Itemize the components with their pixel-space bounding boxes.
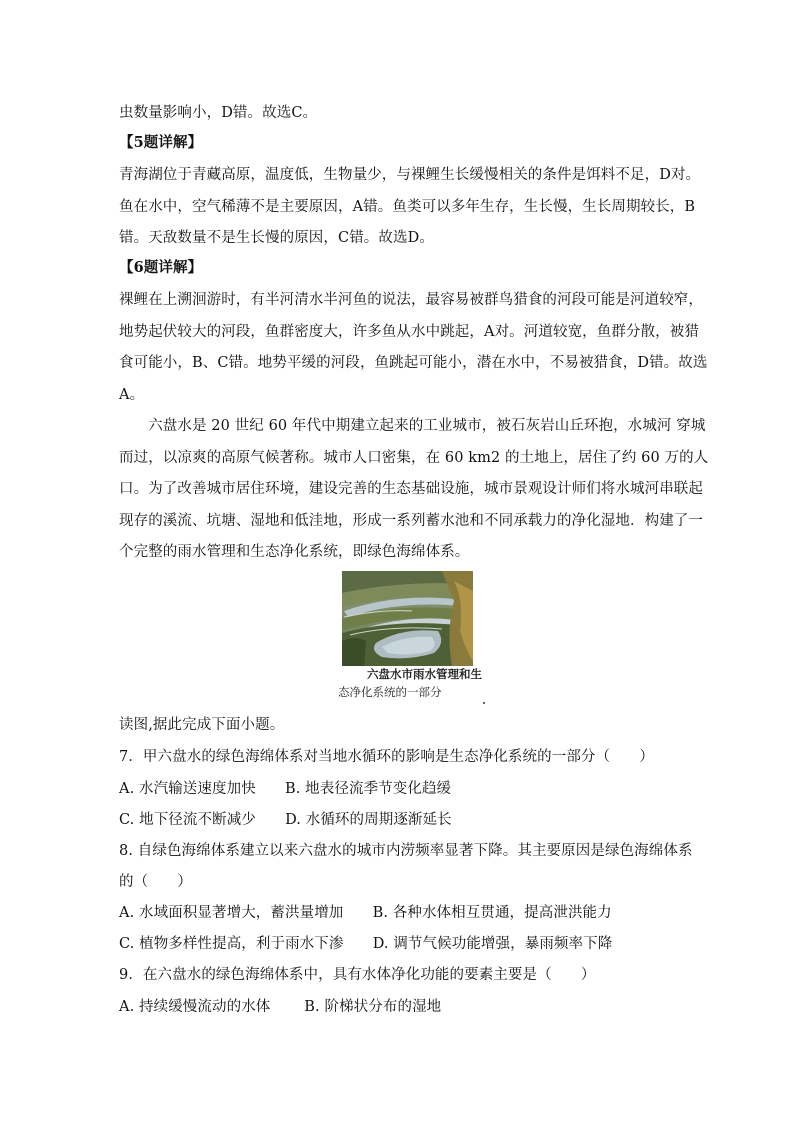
question-7: 7．甲六盘水的绿色海绵体系对当地水循环的影响是生态净化系统的一部分（ ） [119, 749, 654, 765]
passage-line: 现存的溪流、坑塘、湿地和低洼地，形成一系列蓄水池和不同承载力的净化湿地．构建了一 [119, 513, 703, 529]
figure [338, 571, 482, 699]
question-8-options-ab: A. 水域面积显著增大，蓄洪量增加 B. 各种水体相互贯通，提高泄洪能力 [119, 905, 612, 921]
passage-line: 六盘水是 20 世纪 60 年代中期建立起来的工业城市，被石灰岩山丘环抱，水城河 穿城 [119, 418, 706, 434]
text-line: 裸鲤在上溯洄游时，有半河清水半河鱼的说法，最容易被群鸟猎食的河段可能是河道较窄， [119, 292, 703, 308]
passage-line: 个完整的雨水管理和生态净化系统，即绿色海绵体系。 [119, 544, 470, 560]
figure-caption-line1: 六盘水市雨水管理和生 [367, 667, 482, 681]
question-9: 9．在六盘水的绿色海绵体系中，具有水体净化功能的要素主要是（ ） [119, 967, 596, 983]
question-9-options-ab: A. 持续缓慢流动的水体 B. 阶梯状分布的湿地 [119, 999, 442, 1015]
text-line: 地势起伏较大的河段，鱼群密度大，许多鱼从水中跳起，A对。河道较宽，鱼群分散，被猎 [119, 324, 699, 340]
passage-line: 口。为了改善城市居住环境，建设完善的生态基础设施，城市景观设计师们将水城河串联起 [119, 481, 703, 497]
text-line: 虫数量影响小，D错。故选C。 [119, 105, 318, 121]
instruction-line: 读图,据此完成下面小题。 [119, 717, 285, 733]
passage-line: 而过，以凉爽的高原气候著称。城市人口密集，在 60 km2 的土地上，居住了约 60 万的人 [119, 450, 709, 466]
text-line: A。 [119, 387, 145, 403]
scan-artifact [483, 702, 485, 704]
question-8-cont: 的（ ） [119, 874, 192, 890]
text-line: 鱼在水中，空气稀薄不是主要原因，A错。鱼类可以多年生存，生长慢，生长周期较长，B [119, 199, 696, 215]
section-heading-q6: 【6题详解】 [119, 259, 203, 276]
question-7-options-cd: C. 地下径流不断减少 D. 水循环的周期逐渐延长 [119, 812, 452, 828]
text-line: 错。天敌数量不是生长慢的原因，C错。故选D。 [119, 230, 434, 246]
figure-caption-line2: 态净化系统的一部分 [338, 685, 442, 699]
question-8-options-cd: C. 植物多样性提高，利于雨水下渗 D. 调节气候功能增强，暴雨频率下降 [119, 936, 613, 952]
section-heading-q5: 【5题详解】 [119, 134, 203, 151]
text-line: 食可能小，B、C错。地势平缓的河段，鱼跳起可能小，潜在水中，不易被猎食，D错。故选 [119, 355, 708, 371]
wetland-photo [342, 571, 473, 666]
question-8: 8. 自绿色海绵体系建立以来六盘水的城市内涝频率显著下降。其主要原因是绿色海绵体系 [119, 843, 693, 859]
text-line: 青海湖位于青藏高原，温度低，生物量少，与裸鲤生长缓慢相关的条件是饵料不足，D对。 [119, 167, 701, 183]
question-7-options-ab: A. 水汽输送速度加快 B. 地表径流季节变化趋缓 [119, 781, 452, 797]
